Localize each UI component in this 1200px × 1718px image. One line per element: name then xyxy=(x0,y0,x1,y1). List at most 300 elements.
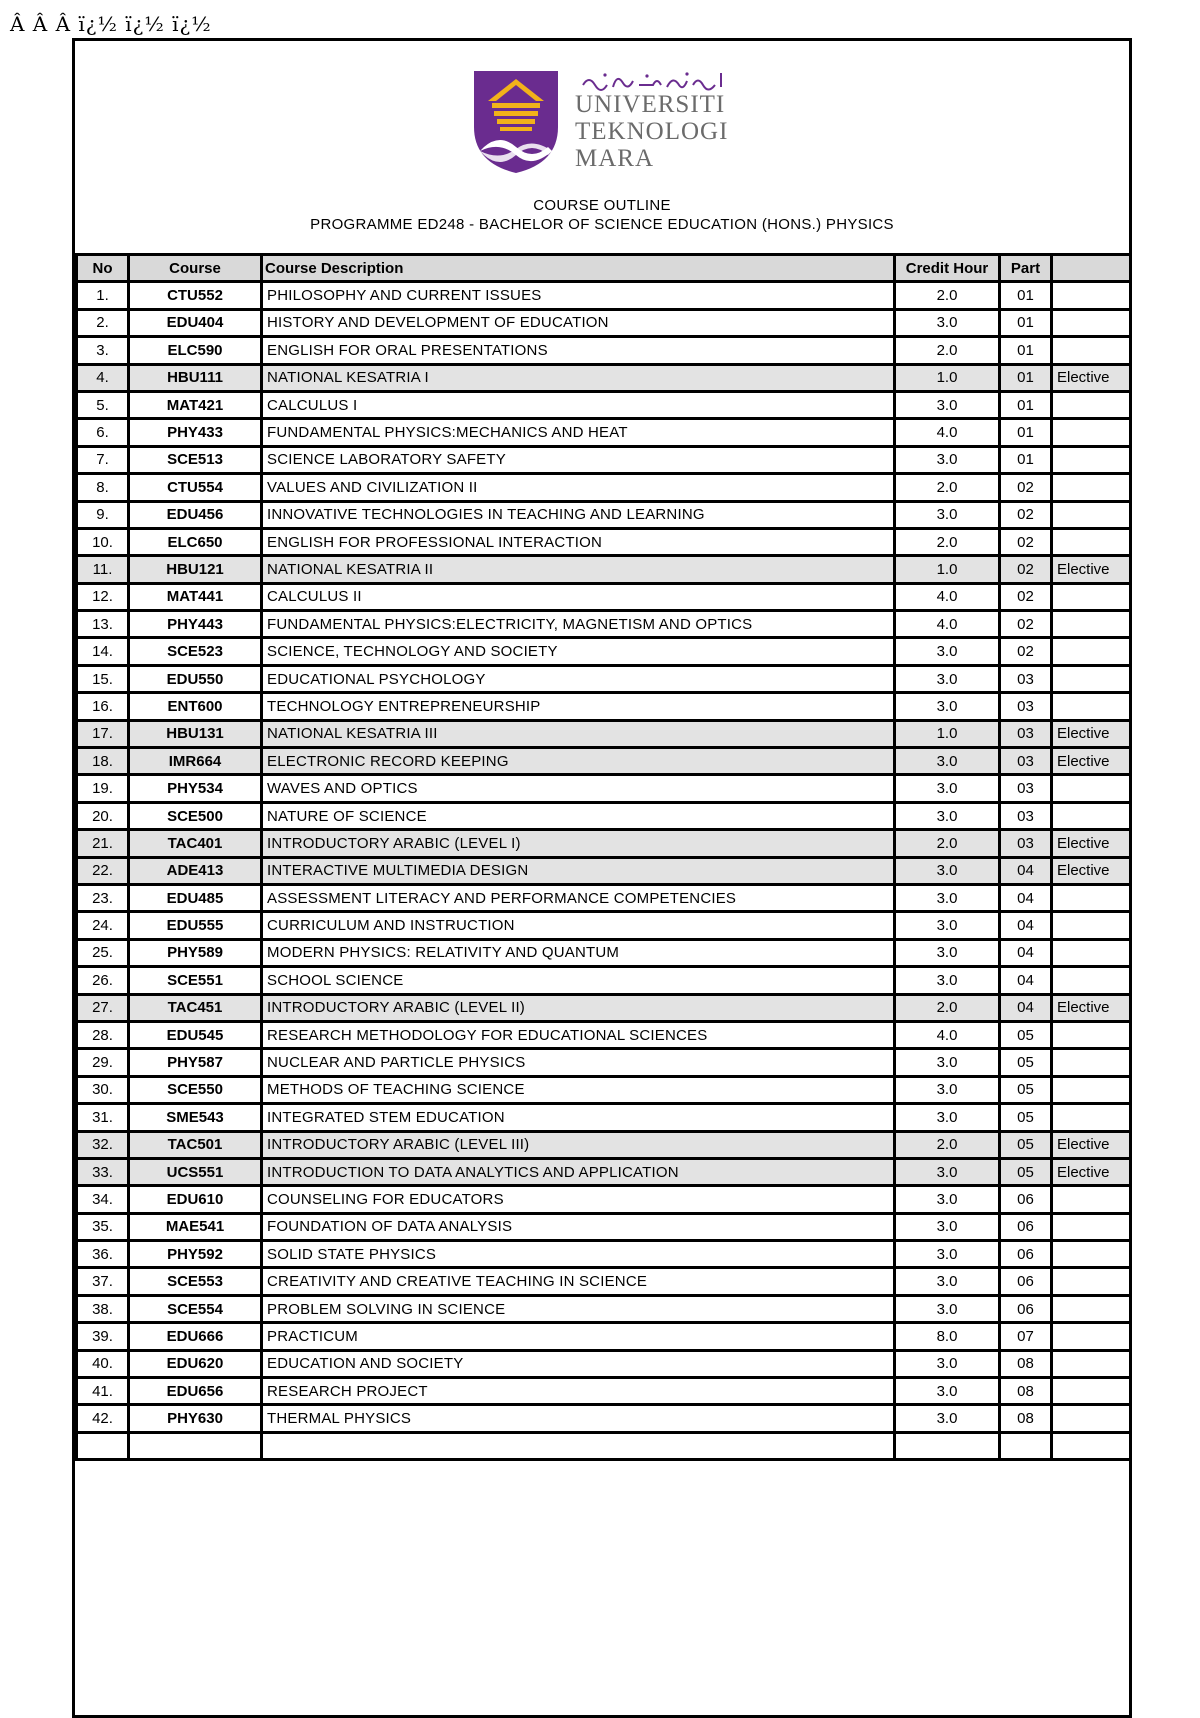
row-number: 21. xyxy=(77,830,129,857)
course-note xyxy=(1052,1186,1131,1213)
course-code: PHY443 xyxy=(129,611,262,638)
course-code: TAC501 xyxy=(129,1131,262,1158)
course-description: NATIONAL KESATRIA I xyxy=(262,364,895,391)
part-number: 03 xyxy=(1000,830,1052,857)
part-number: 04 xyxy=(1000,967,1052,994)
course-description: INTRODUCTION TO DATA ANALYTICS AND APPLICATION xyxy=(262,1158,895,1185)
course-description: INTERACTIVE MULTIMEDIA DESIGN xyxy=(262,857,895,884)
row-number: 10. xyxy=(77,528,129,555)
table-row xyxy=(77,693,1131,720)
course-note xyxy=(1052,1268,1131,1295)
course-description: RESEARCH PROJECT xyxy=(262,1378,895,1405)
course-outline-document xyxy=(72,38,1132,1718)
part-number: 04 xyxy=(1000,857,1052,884)
course-description: SOLID STATE PHYSICS xyxy=(262,1241,895,1268)
header-no: No xyxy=(77,255,129,282)
part-number: 08 xyxy=(1000,1378,1052,1405)
table-row xyxy=(77,1378,1131,1405)
row-number: 16. xyxy=(77,693,129,720)
course-description: TECHNOLOGY ENTREPRENEURSHIP xyxy=(262,693,895,720)
credit-hour: 4.0 xyxy=(895,583,1000,610)
row-number: 37. xyxy=(77,1268,129,1295)
course-code: HBU111 xyxy=(129,364,262,391)
course-description: HISTORY AND DEVELOPMENT OF EDUCATION xyxy=(262,309,895,336)
part-number: 06 xyxy=(1000,1186,1052,1213)
uitm-logo xyxy=(470,67,730,179)
table-row xyxy=(77,939,1131,966)
jawi-script-mark xyxy=(575,67,735,93)
part-number: 01 xyxy=(1000,419,1052,446)
row-number: 42. xyxy=(77,1405,129,1432)
course-description: INNOVATIVE TECHNOLOGIES IN TEACHING AND LEARNING xyxy=(262,501,895,528)
row-number: 14. xyxy=(77,638,129,665)
row-number: 5. xyxy=(77,391,129,418)
row-number: 41. xyxy=(77,1378,129,1405)
part-number: 03 xyxy=(1000,693,1052,720)
course-description: INTEGRATED STEM EDUCATION xyxy=(262,1104,895,1131)
course-description: CREATIVITY AND CREATIVE TEACHING IN SCIENCE xyxy=(262,1268,895,1295)
course-code: ELC590 xyxy=(129,337,262,364)
credit-hour: 3.0 xyxy=(895,1076,1000,1103)
row-number: 31. xyxy=(77,1104,129,1131)
course-description: VALUES AND CIVILIZATION II xyxy=(262,474,895,501)
row-number: 4. xyxy=(77,364,129,391)
credit-hour: 3.0 xyxy=(895,1213,1000,1240)
part-number: 06 xyxy=(1000,1213,1052,1240)
credit-hour: 1.0 xyxy=(895,720,1000,747)
course-code: IMR664 xyxy=(129,748,262,775)
course-note: Elective xyxy=(1052,857,1131,884)
document-title xyxy=(75,196,1129,234)
credit-hour: 3.0 xyxy=(895,912,1000,939)
course-code: ADE413 xyxy=(129,857,262,884)
credit-hour: 3.0 xyxy=(895,775,1000,802)
course-description: CURRICULUM AND INSTRUCTION xyxy=(262,912,895,939)
course-code: EDU550 xyxy=(129,665,262,692)
credit-hour: 2.0 xyxy=(895,337,1000,364)
table-row xyxy=(77,1104,1131,1131)
table-row xyxy=(77,337,1131,364)
table-row xyxy=(77,1323,1131,1350)
course-code: SCE551 xyxy=(129,967,262,994)
course-code: EDU666 xyxy=(129,1323,262,1350)
part-number: 04 xyxy=(1000,884,1052,911)
credit-hour: 2.0 xyxy=(895,474,1000,501)
part-number: 02 xyxy=(1000,528,1052,555)
table-row xyxy=(77,391,1131,418)
credit-hour: 1.0 xyxy=(895,364,1000,391)
course-description: SCHOOL SCIENCE xyxy=(262,967,895,994)
credit-hour: 4.0 xyxy=(895,419,1000,446)
course-note xyxy=(1052,775,1131,802)
part-number: 06 xyxy=(1000,1241,1052,1268)
table-row xyxy=(77,501,1131,528)
table-row xyxy=(77,748,1131,775)
university-name-line-2: TEKNOLOGI xyxy=(575,118,729,145)
course-description: CALCULUS I xyxy=(262,391,895,418)
course-description: WAVES AND OPTICS xyxy=(262,775,895,802)
crest-icon xyxy=(470,67,562,175)
table-row xyxy=(77,1241,1131,1268)
table-row xyxy=(77,912,1131,939)
course-description: FUNDAMENTAL PHYSICS:MECHANICS AND HEAT xyxy=(262,419,895,446)
row-number: 35. xyxy=(77,1213,129,1240)
part-number: 01 xyxy=(1000,446,1052,473)
course-code: SCE513 xyxy=(129,446,262,473)
table-row xyxy=(77,611,1131,638)
part-number: 03 xyxy=(1000,802,1052,829)
university-name-line-1: UNIVERSITI xyxy=(575,91,726,118)
course-code: PHY433 xyxy=(129,419,262,446)
part-number: 02 xyxy=(1000,556,1052,583)
course-note xyxy=(1052,501,1131,528)
course-code: PHY587 xyxy=(129,1049,262,1076)
credit-hour: 3.0 xyxy=(895,446,1000,473)
part-number: 05 xyxy=(1000,1158,1052,1185)
course-code: TAC401 xyxy=(129,830,262,857)
row-number: 7. xyxy=(77,446,129,473)
course-description: ELECTRONIC RECORD KEEPING xyxy=(262,748,895,775)
credit-hour: 3.0 xyxy=(895,665,1000,692)
row-number: 40. xyxy=(77,1350,129,1377)
table-row xyxy=(77,1295,1131,1322)
row-number: 25. xyxy=(77,939,129,966)
table-row xyxy=(77,1350,1131,1377)
part-number: 02 xyxy=(1000,611,1052,638)
table-row xyxy=(77,1049,1131,1076)
part-number: 05 xyxy=(1000,1131,1052,1158)
course-code: EDU620 xyxy=(129,1350,262,1377)
table-row xyxy=(77,994,1131,1021)
table-row xyxy=(77,282,1131,309)
part-number: 01 xyxy=(1000,337,1052,364)
course-note: Elective xyxy=(1052,1158,1131,1185)
course-note xyxy=(1052,1350,1131,1377)
course-code: HBU131 xyxy=(129,720,262,747)
course-code: ENT600 xyxy=(129,693,262,720)
course-note xyxy=(1052,912,1131,939)
course-note xyxy=(1052,309,1131,336)
course-code: EDU555 xyxy=(129,912,262,939)
course-description: RESEARCH METHODOLOGY FOR EDUCATIONAL SCIENCES xyxy=(262,1021,895,1048)
course-note xyxy=(1052,939,1131,966)
header-course: Course xyxy=(129,255,262,282)
row-number: 3. xyxy=(77,337,129,364)
header-credit-hour: Credit Hour xyxy=(895,255,1000,282)
course-code: SCE523 xyxy=(129,638,262,665)
course-note: Elective xyxy=(1052,364,1131,391)
table-row xyxy=(77,1076,1131,1103)
credit-hour: 3.0 xyxy=(895,1268,1000,1295)
course-description: NATIONAL KESATRIA II xyxy=(262,556,895,583)
course-description: NATURE OF SCIENCE xyxy=(262,802,895,829)
credit-hour: 3.0 xyxy=(895,1405,1000,1432)
title-line-2: PROGRAMME ED248 - BACHELOR OF SCIENCE EDUCATION (HONS.) PHYSICS xyxy=(310,216,894,233)
credit-hour: 3.0 xyxy=(895,802,1000,829)
course-code: SCE500 xyxy=(129,802,262,829)
part-number: 03 xyxy=(1000,775,1052,802)
table-row xyxy=(77,1268,1131,1295)
table-row xyxy=(77,1405,1131,1432)
course-description: SCIENCE LABORATORY SAFETY xyxy=(262,446,895,473)
course-code: PHY534 xyxy=(129,775,262,802)
credit-hour: 3.0 xyxy=(895,1158,1000,1185)
course-note xyxy=(1052,528,1131,555)
part-number: 02 xyxy=(1000,474,1052,501)
course-note xyxy=(1052,1241,1131,1268)
course-note xyxy=(1052,1213,1131,1240)
table-row xyxy=(77,528,1131,555)
row-number: 1. xyxy=(77,282,129,309)
course-code: PHY592 xyxy=(129,1241,262,1268)
credit-hour: 4.0 xyxy=(895,1021,1000,1048)
course-code: MAT421 xyxy=(129,391,262,418)
course-description: ENGLISH FOR PROFESSIONAL INTERACTION xyxy=(262,528,895,555)
credit-hour: 3.0 xyxy=(895,391,1000,418)
course-code: PHY589 xyxy=(129,939,262,966)
row-number: 12. xyxy=(77,583,129,610)
credit-hour: 3.0 xyxy=(895,884,1000,911)
course-note xyxy=(1052,693,1131,720)
course-description: SCIENCE, TECHNOLOGY AND SOCIETY xyxy=(262,638,895,665)
course-description: INTRODUCTORY ARABIC (LEVEL III) xyxy=(262,1131,895,1158)
course-note xyxy=(1052,337,1131,364)
course-code: EDU456 xyxy=(129,501,262,528)
row-number: 13. xyxy=(77,611,129,638)
university-name xyxy=(575,91,728,172)
course-description: PRACTICUM xyxy=(262,1323,895,1350)
garbled-text: Â Â Â ï¿½ ï¿½ ï¿½ xyxy=(10,12,212,36)
row-number: 2. xyxy=(77,309,129,336)
row-number: 28. xyxy=(77,1021,129,1048)
course-description: EDUCATIONAL PSYCHOLOGY xyxy=(262,665,895,692)
course-note: Elective xyxy=(1052,1131,1131,1158)
document-header xyxy=(75,41,1129,253)
credit-hour: 3.0 xyxy=(895,693,1000,720)
course-description: CALCULUS II xyxy=(262,583,895,610)
course-note xyxy=(1052,282,1131,309)
row-number: 23. xyxy=(77,884,129,911)
part-number: 01 xyxy=(1000,309,1052,336)
table-row xyxy=(77,1186,1131,1213)
table-header-row xyxy=(77,255,1131,282)
course-code xyxy=(129,1432,262,1459)
course-note xyxy=(1052,391,1131,418)
table-row xyxy=(77,638,1131,665)
course-note xyxy=(1052,884,1131,911)
table-row xyxy=(77,857,1131,884)
course-description: ENGLISH FOR ORAL PRESENTATIONS xyxy=(262,337,895,364)
credit-hour: 3.0 xyxy=(895,967,1000,994)
row-number: 18. xyxy=(77,748,129,775)
course-note: Elective xyxy=(1052,994,1131,1021)
course-code: TAC451 xyxy=(129,994,262,1021)
part-number: 01 xyxy=(1000,364,1052,391)
course-code: UCS551 xyxy=(129,1158,262,1185)
header-note xyxy=(1052,255,1131,282)
header-description: Course Description xyxy=(262,255,895,282)
table-row xyxy=(77,884,1131,911)
part-number: 03 xyxy=(1000,665,1052,692)
credit-hour: 3.0 xyxy=(895,1241,1000,1268)
row-number: 8. xyxy=(77,474,129,501)
credit-hour: 2.0 xyxy=(895,282,1000,309)
table-row xyxy=(77,802,1131,829)
credit-hour: 3.0 xyxy=(895,309,1000,336)
course-code: PHY630 xyxy=(129,1405,262,1432)
course-code: HBU121 xyxy=(129,556,262,583)
row-number: 39. xyxy=(77,1323,129,1350)
row-number: 29. xyxy=(77,1049,129,1076)
part-number: 03 xyxy=(1000,720,1052,747)
header-part: Part xyxy=(1000,255,1052,282)
row-number: 19. xyxy=(77,775,129,802)
course-note xyxy=(1052,1021,1131,1048)
part-number: 03 xyxy=(1000,748,1052,775)
part-number: 01 xyxy=(1000,282,1052,309)
course-description: INTRODUCTORY ARABIC (LEVEL I) xyxy=(262,830,895,857)
course-code: EDU404 xyxy=(129,309,262,336)
course-code: EDU545 xyxy=(129,1021,262,1048)
course-code: CTU552 xyxy=(129,282,262,309)
credit-hour: 3.0 xyxy=(895,1295,1000,1322)
course-code: EDU485 xyxy=(129,884,262,911)
course-code: SME543 xyxy=(129,1104,262,1131)
table-row xyxy=(77,419,1131,446)
credit-hour: 3.0 xyxy=(895,1350,1000,1377)
part-number: 07 xyxy=(1000,1323,1052,1350)
course-code: MAE541 xyxy=(129,1213,262,1240)
table-row xyxy=(77,474,1131,501)
table-row xyxy=(77,309,1131,336)
row-number: 22. xyxy=(77,857,129,884)
table-row xyxy=(77,1021,1131,1048)
course-note xyxy=(1052,419,1131,446)
table-row xyxy=(77,1158,1131,1185)
course-note xyxy=(1052,474,1131,501)
course-note: Elective xyxy=(1052,748,1131,775)
part-number: 02 xyxy=(1000,501,1052,528)
course-note xyxy=(1052,611,1131,638)
row-number: 26. xyxy=(77,967,129,994)
course-table-body xyxy=(77,282,1131,1460)
course-note xyxy=(1052,1076,1131,1103)
course-description: COUNSELING FOR EDUCATORS xyxy=(262,1186,895,1213)
course-note xyxy=(1052,1378,1131,1405)
row-number: 34. xyxy=(77,1186,129,1213)
table-row xyxy=(77,583,1131,610)
course-note xyxy=(1052,1432,1131,1459)
credit-hour: 3.0 xyxy=(895,939,1000,966)
table-row xyxy=(77,775,1131,802)
credit-hour: 4.0 xyxy=(895,611,1000,638)
table-row xyxy=(77,1432,1131,1459)
part-number xyxy=(1000,1432,1052,1459)
credit-hour: 2.0 xyxy=(895,1131,1000,1158)
table-row xyxy=(77,830,1131,857)
row-number: 9. xyxy=(77,501,129,528)
part-number: 06 xyxy=(1000,1268,1052,1295)
course-description: PHILOSOPHY AND CURRENT ISSUES xyxy=(262,282,895,309)
part-number: 06 xyxy=(1000,1295,1052,1322)
course-description: NUCLEAR AND PARTICLE PHYSICS xyxy=(262,1049,895,1076)
course-note xyxy=(1052,802,1131,829)
row-number xyxy=(77,1432,129,1459)
part-number: 08 xyxy=(1000,1350,1052,1377)
course-code: EDU610 xyxy=(129,1186,262,1213)
part-number: 05 xyxy=(1000,1076,1052,1103)
course-description: THERMAL PHYSICS xyxy=(262,1405,895,1432)
course-note xyxy=(1052,1323,1131,1350)
credit-hour: 2.0 xyxy=(895,830,1000,857)
course-note xyxy=(1052,665,1131,692)
credit-hour xyxy=(895,1432,1000,1459)
credit-hour: 3.0 xyxy=(895,638,1000,665)
course-description: MODERN PHYSICS: RELATIVITY AND QUANTUM xyxy=(262,939,895,966)
row-number: 15. xyxy=(77,665,129,692)
part-number: 02 xyxy=(1000,638,1052,665)
course-note xyxy=(1052,1295,1131,1322)
course-description: NATIONAL KESATRIA III xyxy=(262,720,895,747)
course-note xyxy=(1052,1405,1131,1432)
title-line-1: COURSE OUTLINE xyxy=(533,197,671,214)
credit-hour: 3.0 xyxy=(895,1049,1000,1076)
course-description xyxy=(262,1432,895,1459)
course-code: MAT441 xyxy=(129,583,262,610)
course-note: Elective xyxy=(1052,720,1131,747)
part-number: 05 xyxy=(1000,1049,1052,1076)
course-note xyxy=(1052,1049,1131,1076)
credit-hour: 8.0 xyxy=(895,1323,1000,1350)
row-number: 32. xyxy=(77,1131,129,1158)
course-code: EDU656 xyxy=(129,1378,262,1405)
course-description: PROBLEM SOLVING IN SCIENCE xyxy=(262,1295,895,1322)
course-note xyxy=(1052,1104,1131,1131)
course-note: Elective xyxy=(1052,830,1131,857)
course-code: SCE554 xyxy=(129,1295,262,1322)
table-row xyxy=(77,556,1131,583)
part-number: 05 xyxy=(1000,1021,1052,1048)
row-number: 20. xyxy=(77,802,129,829)
part-number: 04 xyxy=(1000,939,1052,966)
course-description: INTRODUCTORY ARABIC (LEVEL II) xyxy=(262,994,895,1021)
row-number: 17. xyxy=(77,720,129,747)
credit-hour: 3.0 xyxy=(895,1378,1000,1405)
course-description: FOUNDATION OF DATA ANALYSIS xyxy=(262,1213,895,1240)
row-number: 27. xyxy=(77,994,129,1021)
course-note: Elective xyxy=(1052,556,1131,583)
table-row xyxy=(77,720,1131,747)
credit-hour: 3.0 xyxy=(895,1104,1000,1131)
table-row xyxy=(77,967,1131,994)
table-row xyxy=(77,364,1131,391)
course-code: SCE553 xyxy=(129,1268,262,1295)
credit-hour: 3.0 xyxy=(895,748,1000,775)
course-note xyxy=(1052,446,1131,473)
table-row xyxy=(77,1213,1131,1240)
part-number: 04 xyxy=(1000,912,1052,939)
row-number: 38. xyxy=(77,1295,129,1322)
table-row xyxy=(77,665,1131,692)
course-code: CTU554 xyxy=(129,474,262,501)
course-description: ASSESSMENT LITERACY AND PERFORMANCE COMPETENCIES xyxy=(262,884,895,911)
course-description: EDUCATION AND SOCIETY xyxy=(262,1350,895,1377)
course-code: SCE550 xyxy=(129,1076,262,1103)
row-number: 24. xyxy=(77,912,129,939)
course-note xyxy=(1052,638,1131,665)
credit-hour: 3.0 xyxy=(895,1186,1000,1213)
part-number: 02 xyxy=(1000,583,1052,610)
